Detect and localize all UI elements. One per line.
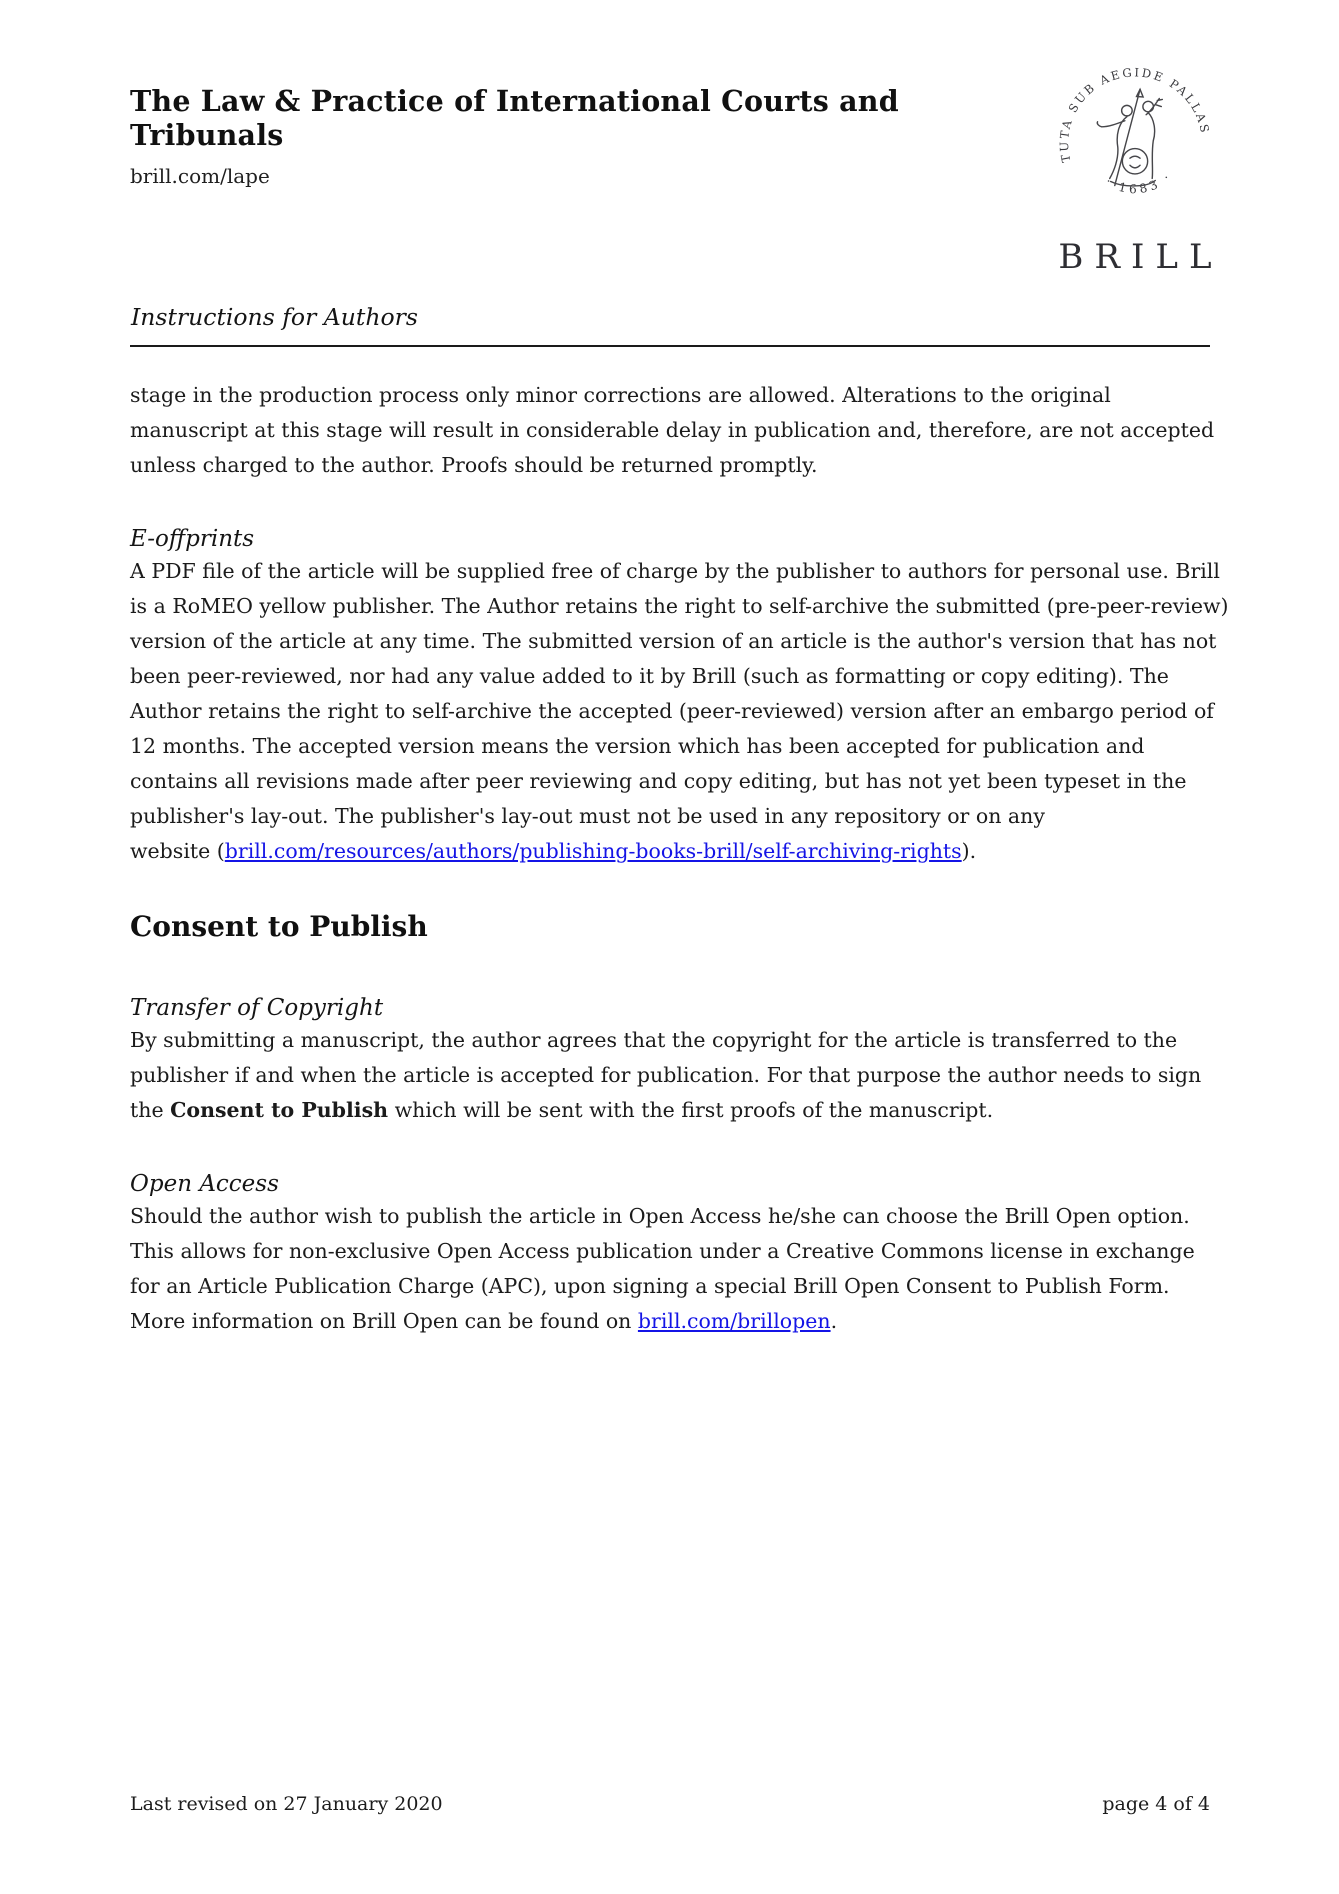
- text-span: publisher's lay-out. The publisher's lay-out must not be used in any repository or on any: [130, 804, 1045, 828]
- e-offprints-heading: E-offprints: [130, 526, 255, 552]
- text-span: ).: [961, 839, 977, 863]
- text-span: version of the article at any time. The submitted version of an article is the author's version that has not: [130, 629, 1217, 653]
- open-access-paragraph: [130, 1199, 1214, 1339]
- open-access-heading: Open Access: [130, 1171, 279, 1197]
- brillopen-link[interactable]: brill.com/brillopen: [637, 1309, 831, 1333]
- journal-url: brill.com/lape: [130, 164, 270, 188]
- text-span: A PDF file of the article will be supplied free of charge by the publisher to authors for personal use. Brill: [130, 559, 1220, 583]
- text-line: [130, 554, 1220, 589]
- text-span: stage in the production process only minor corrections are allowed. Alterations to the original: [130, 383, 1111, 407]
- text-line: [130, 694, 1214, 729]
- emblem-year-text: · 1683 ·: [1103, 168, 1176, 197]
- revision-note: Last revised on 27 January 2020: [130, 1793, 443, 1815]
- text-span: website (: [130, 839, 225, 863]
- pallas-figures-drawing: [1097, 89, 1162, 186]
- journal-title: The Law & Practice of International Courts and Tribunals: [130, 84, 899, 152]
- instructions-for-authors-label: Instructions for Authors: [131, 303, 418, 331]
- text-span: been peer-reviewed, nor had any value added to it by Brill (such as formatting or copy editing). The: [130, 664, 1169, 688]
- text-span: publisher if and when the article is accepted for publication. For that purpose the author needs to sign: [130, 1063, 1202, 1087]
- document-footer: [130, 1792, 1210, 1816]
- text-line: [130, 1093, 1214, 1128]
- brill-logo: [1042, 60, 1228, 276]
- text-line: [130, 1269, 1214, 1304]
- text-line: [130, 799, 1214, 834]
- consent-to-publish-heading: Consent to Publish: [130, 910, 428, 943]
- text-line: [130, 659, 1214, 694]
- text-span: This allows for non-exclusive Open Access publication under a Creative Commons license in exchange: [130, 1239, 1195, 1263]
- text-line: [130, 589, 1229, 624]
- text-span: .: [830, 1309, 838, 1333]
- text-line: [130, 834, 1214, 869]
- text-line: [130, 1058, 1214, 1093]
- self-archiving-rights-link[interactable]: brill.com/resources/authors/publishing-books-brill/self-archiving-rights: [224, 839, 962, 863]
- text-span: 12 months. The accepted version means the version which has been accepted for publication and: [130, 734, 1145, 758]
- text-span: manuscript at this stage will result in considerable delay in publication and, therefore, are not accepted: [130, 418, 1215, 442]
- text-line: [130, 378, 1214, 413]
- document-body: [130, 378, 1229, 1339]
- brill-wordmark: BRILL: [1058, 237, 1223, 277]
- text-span: contains all revisions made after peer reviewing and copy editing, but has not yet been typeset in the: [130, 769, 1187, 793]
- text-line: [130, 1023, 1214, 1058]
- text-line: [130, 624, 1217, 659]
- text-span: unless charged to the author. Proofs should be returned promptly.: [130, 453, 818, 477]
- header-rule: [130, 345, 1210, 347]
- text-line: [130, 1234, 1214, 1269]
- text-span: the: [130, 1098, 171, 1122]
- text-span: for an Article Publication Charge (APC), upon signing a special Brill Open Consent to Publish Form.: [130, 1274, 1170, 1298]
- text-span: By submitting a manuscript, the author agrees that the copyright for the article is transferred to the: [130, 1028, 1178, 1052]
- page-indicator: page 4 of 4: [1102, 1793, 1210, 1815]
- text-span: which will be sent with the first proofs of the manuscript.: [388, 1098, 994, 1122]
- text-span: Author retains the right to self-archive the accepted (peer-reviewed) version after an embargo period of: [130, 699, 1214, 723]
- proofs-paragraph-continued: [130, 378, 1214, 483]
- text-line: [130, 1199, 1214, 1234]
- text-line: [130, 1304, 1214, 1339]
- brill-emblem-icon: [1054, 60, 1216, 222]
- bold-text: Consent to Publish: [170, 1098, 389, 1122]
- text-span: Should the author wish to publish the article in Open Access he/she can choose the Brill Open option.: [130, 1204, 1190, 1228]
- text-line: [130, 448, 1214, 483]
- text-span: is a RoMEO yellow publisher. The Author retains the right to self-archive the submitted (pre-peer-review): [130, 594, 1229, 618]
- document-header: [130, 84, 1030, 188]
- emblem-motto-text: TUTA SUB AEGIDE PALLAS: [1057, 65, 1213, 164]
- transfer-of-copyright-paragraph: [130, 1023, 1214, 1128]
- transfer-of-copyright-heading: Transfer of Copyright: [130, 995, 384, 1021]
- text-span: More information on Brill Open can be found on: [130, 1309, 638, 1333]
- text-line: [130, 413, 1214, 448]
- e-offprints-paragraph: [130, 554, 1229, 869]
- text-line: [130, 764, 1214, 799]
- text-line: [130, 729, 1214, 764]
